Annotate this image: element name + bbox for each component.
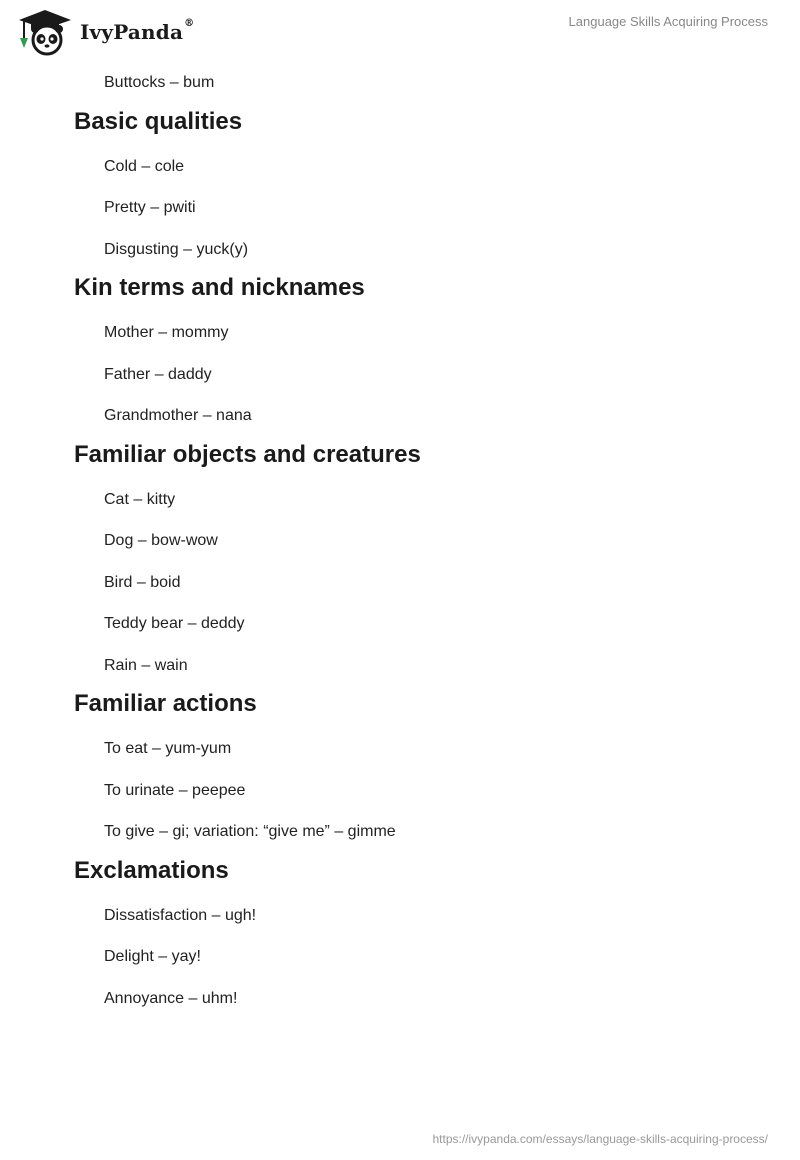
list-item: Dog – bow-wow [104,532,218,549]
brand-name: IvyPanda® [80,18,195,44]
list-item: Mother – mommy [104,324,229,341]
list-item: Cold – cole [104,157,185,175]
list-item: Father – daddy [104,365,212,383]
source-url-link[interactable]: https://ivypanda.com/essays/language-skills-acquiring-process/ [432,1132,768,1146]
list-item: Buttocks – bum [104,74,215,91]
list-item: Bird – boid [104,573,181,591]
panda-graduation-cap-icon [16,8,74,56]
section-heading: Basic qualities [74,107,243,135]
list-item: Delight – yay! [104,948,201,965]
list-item: Disgusting – yuck(y) [104,240,249,258]
list-item: Grandmother – nana [104,407,252,424]
list-item: Annoyance – uhm! [104,989,238,1007]
ivypanda-logo[interactable] [16,8,194,56]
document-title: Language Skills Acquiring Process [568,14,768,29]
page-header [0,0,800,64]
list-item: Pretty – pwiti [104,199,196,216]
section-heading: Exclamations [74,856,229,884]
list-item: Cat – kitty [104,490,176,508]
section-heading: Familiar actions [74,690,257,717]
list-item: To eat – yum-yum [104,740,232,757]
section-heading: Kin terms and nicknames [74,274,365,301]
list-item: Rain – wain [104,656,188,674]
list-item: To give – gi; variation: “give me” – gimme [104,823,396,840]
list-item: Dissatisfaction – ugh! [104,906,257,924]
essay-content [74,64,764,1020]
list-item: To urinate – peepee [104,781,246,799]
section-heading: Familiar objects and creatures [74,440,421,468]
list-item: Teddy bear – deddy [104,615,245,632]
